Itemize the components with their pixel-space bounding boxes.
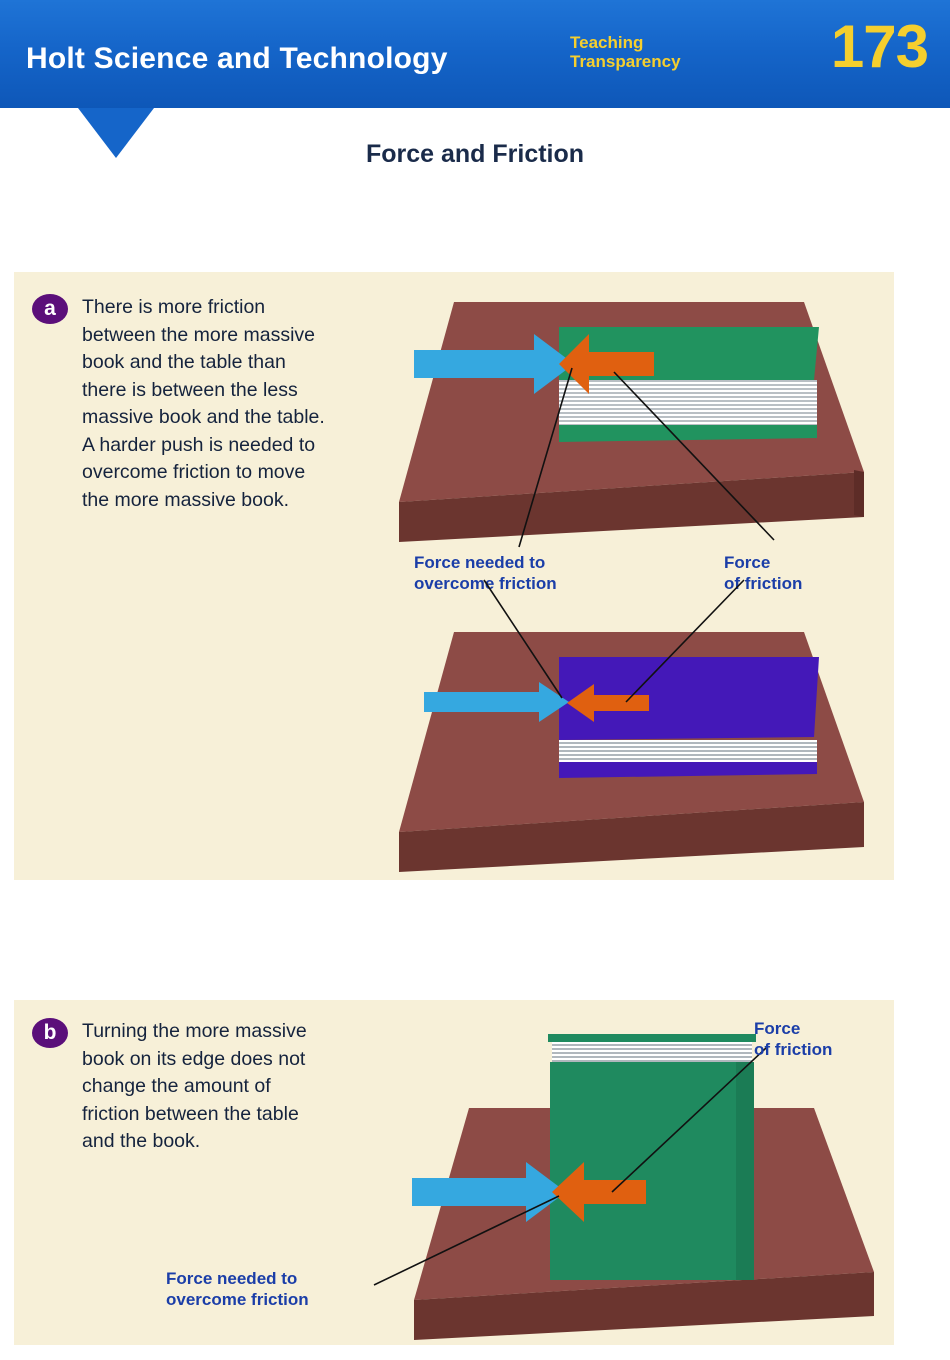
label-force-of-friction-a-line2: of friction: [724, 574, 803, 593]
book-purple-pages: [559, 740, 817, 762]
book-green-cover-side: [736, 1062, 754, 1280]
label-force-needed-a: [414, 552, 634, 594]
book-green-page-lines: [559, 380, 817, 425]
panel-b-caption: Turning the more massive book on its edge does not change the amount of friction between the table and the book.: [82, 1020, 307, 1152]
page-header: [0, 0, 950, 108]
panel-a: [14, 272, 894, 880]
page-title: Force and Friction: [365, 140, 585, 168]
transparency-number: 173: [830, 13, 928, 80]
book-green-cover-top-edge: [548, 1034, 756, 1042]
transparency-label-line1: Teaching: [570, 33, 644, 52]
panel-a-caption: There is more friction between the more massive book and the table than there is between the less massive book and the table. A harder push is needed to overcome friction to move the more massive book.: [82, 296, 325, 511]
label-force-needed-b-line1: Force needed to: [166, 1269, 298, 1288]
panel-a-bullet: a: [32, 294, 68, 324]
label-force-of-friction-a-line1: Force: [724, 553, 771, 572]
table-side-face: [854, 470, 864, 517]
label-force-needed-a-line1: Force needed to: [414, 553, 546, 572]
label-force-of-friction-b: [754, 1018, 894, 1060]
transparency-label: [570, 33, 740, 71]
panel-b-bullet: b: [32, 1018, 68, 1048]
figure-green-book-flat-geometry: [14, 272, 894, 572]
label-force-of-friction-a: [724, 552, 884, 594]
figure-purple-book-flat-geometry: [14, 602, 894, 872]
label-force-needed-b-line2: overcome friction: [166, 1290, 309, 1309]
label-force-needed-a-line2: overcome friction: [414, 574, 557, 593]
label-force-of-friction-b-line1: Force: [754, 1019, 801, 1038]
transparency-label-line2: Transparency: [570, 52, 681, 71]
label-force-of-friction-b-line2: of friction: [754, 1040, 833, 1059]
label-force-needed-b: [166, 1268, 386, 1310]
book-title: Holt Science and Technology: [26, 42, 448, 75]
book-green-pages-top: [552, 1040, 752, 1062]
panel-b: [14, 1000, 894, 1345]
